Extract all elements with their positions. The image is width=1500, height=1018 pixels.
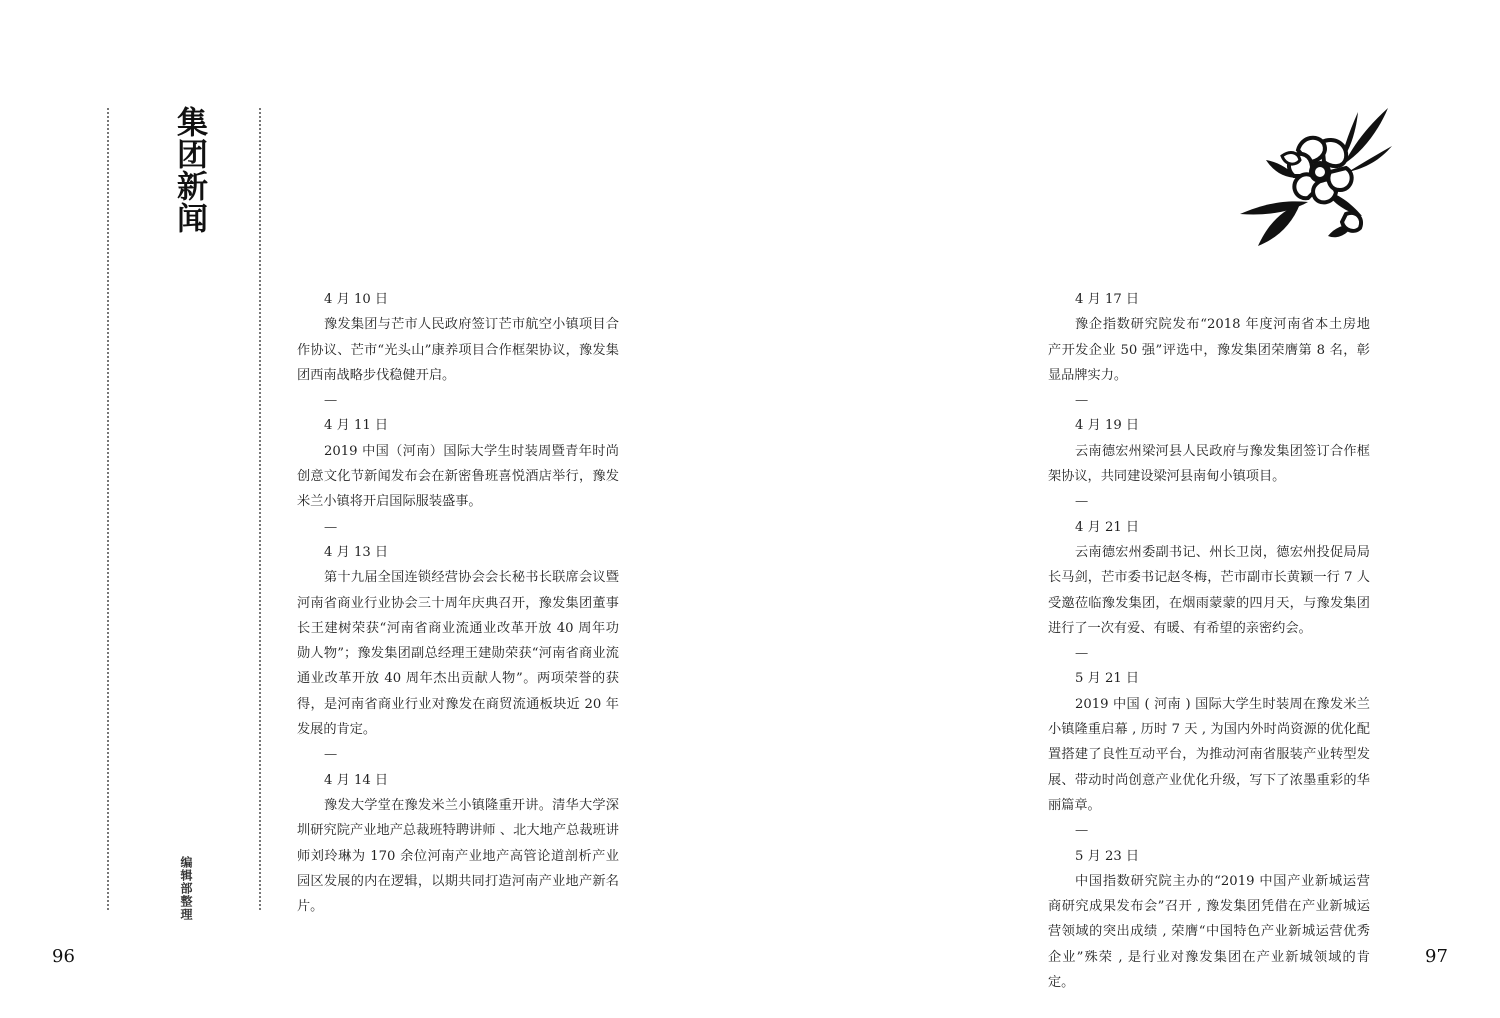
entry-date: 4 月 13 日: [324, 544, 389, 560]
news-entry: [297, 540, 619, 742]
entry-separator: —: [324, 747, 338, 763]
dotted-rule-outer: [107, 108, 109, 910]
entry-body: 豫发集团与芒市人民政府签订芒市航空小镇项目合作协议、芒市“光头山”康养项目合作框架协议，豫发集团西南战略步伐稳健开启。: [297, 317, 619, 383]
news-entry: [297, 413, 619, 514]
news-entry: [1048, 287, 1370, 388]
news-entry: [297, 287, 619, 388]
page-number: 97: [1425, 946, 1448, 967]
entry-date: 4 月 10 日: [324, 292, 389, 307]
dotted-rule-inner: [259, 108, 261, 910]
entry-date: 4 月 14 日: [324, 772, 389, 788]
entry-body: 中国指数研究院主办的“2019 中国产业新城运营商研究成果发布会”召开 , 豫发集团凭借在产业新城运营领域的突出成绩 , 荣膺“中国特色产业新城运营优秀企业”殊荣 , 是行业对豫发集团在产业新城领域的肯定。: [1048, 873, 1370, 991]
news-entry: [1048, 413, 1370, 489]
editor-credit: 编辑部整理: [179, 856, 193, 921]
news-entry: [1048, 515, 1370, 641]
news-entry: [1048, 844, 1370, 996]
flower-illustration-icon: [1238, 106, 1394, 248]
entry-separator: —: [324, 519, 338, 535]
entry-body: 第十九届全国连锁经营协会会长秘书长联席会议暨河南省商业行业协会三十周年庆典召开，豫发集团董事长王建树荣获“河南省商业流通业改革开放 40 周年功勋人物”；豫发集团副总经理王建勋荣获“河南省商业流通业改革开放 40 周年杰出贡献人物”。两项荣誉的获得，是河南省商业行业对豫发在商贸流通板块近 20 年发展的肯定。: [297, 570, 619, 738]
entry-separator: —: [1075, 393, 1089, 409]
news-entry: [1048, 666, 1370, 818]
entry-body: 云南德宏州梁河县人民政府与豫发集团签订合作框架协议，共同建设梁河县南甸小镇项目。: [1048, 443, 1370, 485]
entry-date: 5 月 21 日: [1075, 671, 1140, 687]
entry-date: 4 月 11 日: [324, 418, 389, 434]
right-news-column: [1048, 287, 1370, 995]
entry-date: 4 月 19 日: [1075, 418, 1140, 434]
entry-separator: —: [324, 393, 338, 409]
news-entry: [297, 768, 619, 920]
entry-body: 2019 中国 ( 河南 ) 国际大学生时装周在豫发米兰小镇隆重启幕 , 历时 7 天 , 为国内外时尚资源的优化配置搭建了良性互动平台，为推动河南省服装产业转型发展、带动时尚创意产业优化升级，写下了浓墨重彩的华丽篇章。: [1048, 696, 1370, 813]
entry-body: 豫企指数研究院发布“2018 年度河南省本土房地产开发企业 50 强”评选中，豫发集团荣膺第 8 名，彰显品牌实力。: [1048, 317, 1370, 383]
section-title: 集团新闻: [171, 106, 207, 234]
entry-separator: —: [1075, 494, 1089, 510]
entry-body: 豫发大学堂在豫发米兰小镇隆重开讲。清华大学深圳研究院产业地产总裁班特聘讲师 、北大地产总裁班讲师刘玲琳为 170 余位河南产业地产高管论道剖析产业园区发展的内在逻辑，以期共同打造河南产业地产新名片。: [297, 797, 619, 915]
entry-date: 4 月 17 日: [1075, 292, 1140, 307]
entry-date: 4 月 21 日: [1075, 519, 1140, 535]
page-number: 96: [52, 946, 75, 967]
entry-body: 2019 中国（河南）国际大学生时装周暨青年时尚创意文化节新闻发布会在新密鲁班喜悦酒店举行，豫发米兰小镇将开启国际服装盛事。: [297, 443, 619, 510]
entry-separator: —: [1075, 823, 1089, 839]
entry-date: 5 月 23 日: [1075, 848, 1140, 864]
left-news-column: [297, 287, 619, 919]
entry-body: 云南德宏州委副书记、州长卫岗，德宏州投促局局长马剑，芒市委书记赵冬梅，芒市副市长黄颖一行 7 人受邀莅临豫发集团，在烟雨蒙蒙的四月天，与豫发集团进行了一次有爱、有暖、有希望的亲密约会。: [1048, 544, 1370, 636]
entry-separator: —: [1075, 646, 1089, 662]
